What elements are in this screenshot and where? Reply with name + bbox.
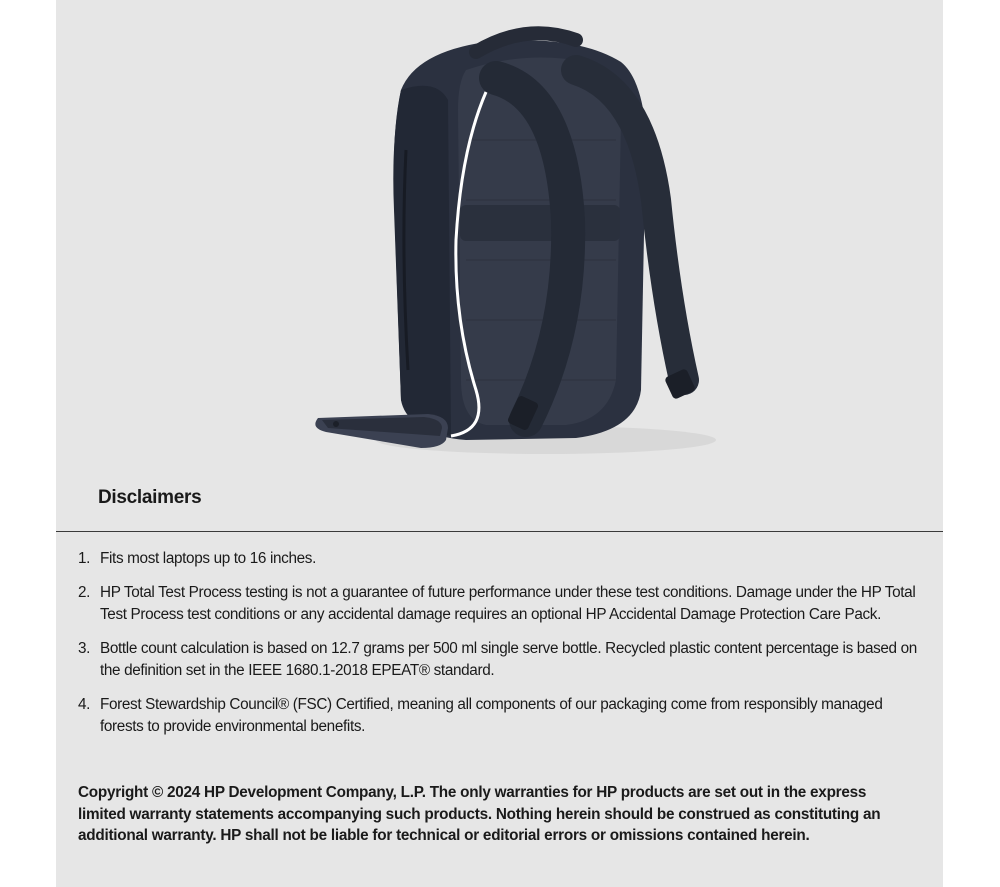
list-item-number: 2.: [78, 584, 91, 601]
section-divider: [56, 531, 943, 532]
list-item: [78, 694, 928, 738]
backpack-with-phone-icon: [56, 0, 943, 480]
list-item-text: Forest Stewardship Council® (FSC) Certified, meaning all components of our packaging come from responsibly managed forests to provide environmental benefits.: [100, 696, 883, 735]
disclaimer-list: [78, 548, 928, 750]
list-item: [78, 582, 928, 626]
list-item-number: 4.: [78, 696, 91, 713]
product-image: [56, 0, 943, 480]
list-item-text: Fits most laptops up to 16 inches.: [100, 550, 316, 567]
disclaimers-heading: Disclaimers: [98, 487, 202, 508]
list-item: [78, 638, 928, 682]
content-panel: [56, 0, 943, 887]
list-item-number: 3.: [78, 640, 91, 657]
list-item-text: Bottle count calculation is based on 12.7 grams per 500 ml single serve bottle. Recycled plastic content percentage is based on the definition set in the IEEE 1680.1-2018 EPEAT® standard.: [100, 640, 917, 679]
copyright-notice: Copyright © 2024 HP Development Company, L.P. The only warranties for HP products are set out in the express limited warranty statements accompanying such products. Nothing herein should be construed as constituting an additional warranty. HP shall not be liable for technical or editorial errors or omissions contained herein.: [78, 784, 881, 844]
list-item-text: HP Total Test Process testing is not a guarantee of future performance under these test conditions. Damage under the HP Total Test Process test conditions or any accidental damage requires an optional HP Accidental Damage Protection Care Pack.: [100, 584, 916, 623]
list-item-number: 1.: [78, 550, 91, 567]
list-item: [78, 548, 928, 570]
